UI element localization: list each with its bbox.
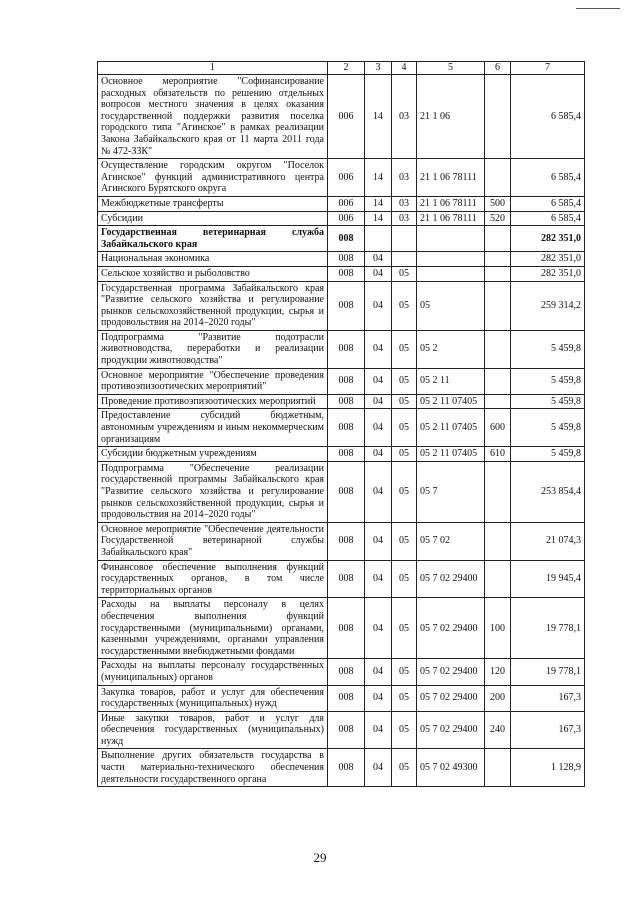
target-article-code: 21 1 06 xyxy=(417,75,485,159)
target-article-code: 05 2 xyxy=(417,330,485,368)
expense-type-code: 520 xyxy=(485,211,511,226)
amount: 19 778,1 xyxy=(511,598,585,659)
target-article-code: 05 7 02 xyxy=(417,522,485,560)
subsection-code: 03 xyxy=(392,75,417,159)
subsection-code: 05 xyxy=(392,461,417,522)
amount: 282 351,0 xyxy=(511,252,585,267)
section-code: 04 xyxy=(365,560,392,598)
table-row xyxy=(98,159,585,197)
section-code: 14 xyxy=(365,211,392,226)
section-code xyxy=(365,226,392,252)
table-row xyxy=(98,196,585,211)
section-code: 04 xyxy=(365,330,392,368)
subsection-code: 05 xyxy=(392,447,417,462)
ministry-code: 008 xyxy=(328,266,365,281)
table-row xyxy=(98,252,585,267)
section-code: 14 xyxy=(365,196,392,211)
expense-type-code xyxy=(485,281,511,330)
expense-type-code xyxy=(485,749,511,787)
section-code: 04 xyxy=(365,394,392,409)
target-article-code: 05 7 02 29400 xyxy=(417,711,485,749)
amount: 5 459,8 xyxy=(511,394,585,409)
target-article-code: 05 7 02 29400 xyxy=(417,659,485,685)
amount: 1 128,9 xyxy=(511,749,585,787)
subsection-code: 05 xyxy=(392,711,417,749)
target-article-code xyxy=(417,252,485,267)
amount: 6 585,4 xyxy=(511,211,585,226)
table-row xyxy=(98,685,585,711)
expense-type-code: 200 xyxy=(485,685,511,711)
target-article-code xyxy=(417,226,485,252)
subsection-code: 05 xyxy=(392,409,417,447)
row-name: Основное мероприятие "Обеспечение проведения противоэпизоотических мероприятий" xyxy=(98,368,328,394)
expense-type-code xyxy=(485,266,511,281)
expense-type-code xyxy=(485,461,511,522)
amount: 21 074,3 xyxy=(511,522,585,560)
subsection-code xyxy=(392,226,417,252)
target-article-code: 05 7 02 29400 xyxy=(417,598,485,659)
expense-type-code xyxy=(485,394,511,409)
row-name: Закупка товаров, работ и услуг для обеспечения государственных (муниципальных) нужд xyxy=(98,685,328,711)
row-name: Осуществление городским округом "Поселок Агинское" функций административного центра Агинского Бурятского округа xyxy=(98,159,328,197)
subsection-code: 05 xyxy=(392,330,417,368)
amount: 167,3 xyxy=(511,711,585,749)
target-article-code: 21 1 06 78111 xyxy=(417,211,485,226)
ministry-code: 006 xyxy=(328,196,365,211)
row-name: Основное мероприятие "Софинансирование расходных обязательств по решению отдельных вопросов местного значения в целях оказания государственной поддержки развития поселка городского типа "Агинское" в рамках реализации Закона Забайкальского края от 11 марта 2011 года № 472-ЗЗК" xyxy=(98,75,328,159)
subsection-code: 03 xyxy=(392,211,417,226)
ministry-code: 008 xyxy=(328,394,365,409)
expense-type-code: 100 xyxy=(485,598,511,659)
ministry-code: 008 xyxy=(328,226,365,252)
target-article-code: 05 7 02 29400 xyxy=(417,685,485,711)
table-row xyxy=(98,711,585,749)
table-row xyxy=(98,749,585,787)
section-code: 14 xyxy=(365,159,392,197)
ministry-code: 008 xyxy=(328,409,365,447)
subsection-code: 05 xyxy=(392,394,417,409)
expense-type-code: 600 xyxy=(485,409,511,447)
amount: 19 778,1 xyxy=(511,659,585,685)
amount: 6 585,4 xyxy=(511,196,585,211)
amount: 5 459,8 xyxy=(511,330,585,368)
expense-type-code xyxy=(485,330,511,368)
target-article-code: 05 xyxy=(417,281,485,330)
expense-type-code xyxy=(485,522,511,560)
table-row xyxy=(98,522,585,560)
section-code: 04 xyxy=(365,252,392,267)
expense-type-code: 120 xyxy=(485,659,511,685)
col-header-4: 4 xyxy=(392,62,417,75)
row-name: Расходы на выплаты персоналу в целях обеспечения выполнения функций государственными (муниципальными) органами, казенными учреждениями, органами управления государственными внебюджетными фондами xyxy=(98,598,328,659)
row-name: Сельское хозяйство и рыболовство xyxy=(98,266,328,281)
row-name: Расходы на выплаты персоналу государственных (муниципальных) органов xyxy=(98,659,328,685)
expense-type-code: 240 xyxy=(485,711,511,749)
ministry-code: 008 xyxy=(328,447,365,462)
table-row xyxy=(98,560,585,598)
target-article-code: 05 2 11 07405 xyxy=(417,394,485,409)
ministry-code: 008 xyxy=(328,659,365,685)
row-name: Основное мероприятие "Обеспечение деятельности Государственной ветеринарной службы Забайкальского края" xyxy=(98,522,328,560)
amount: 253 854,4 xyxy=(511,461,585,522)
section-code: 14 xyxy=(365,75,392,159)
row-name: Межбюджетные трансферты xyxy=(98,196,328,211)
row-name: Иные закупки товаров, работ и услуг для обеспечения государственных (муниципальных) нужд xyxy=(98,711,328,749)
target-article-code: 21 1 06 78111 xyxy=(417,159,485,197)
subsection-code: 05 xyxy=(392,659,417,685)
ministry-code: 008 xyxy=(328,368,365,394)
target-article-code: 05 2 11 07405 xyxy=(417,409,485,447)
table-row xyxy=(98,368,585,394)
table-row xyxy=(98,461,585,522)
subsection-code: 03 xyxy=(392,159,417,197)
row-name: Выполнение других обязательств государства в части материально-технического обеспечения деятельности государственного органа xyxy=(98,749,328,787)
row-name: Государственная программа Забайкальского края "Развитие сельского хозяйства и регулирование рынков сельскохозяйственной продукции, сырья и продовольствия на 2014–2020 годы" xyxy=(98,281,328,330)
ministry-code: 008 xyxy=(328,749,365,787)
table-row xyxy=(98,659,585,685)
amount: 167,3 xyxy=(511,685,585,711)
target-article-code: 05 7 xyxy=(417,461,485,522)
ministry-code: 008 xyxy=(328,598,365,659)
amount: 5 459,8 xyxy=(511,368,585,394)
ministry-code: 008 xyxy=(328,330,365,368)
table-body xyxy=(98,75,585,787)
page-number: 29 xyxy=(313,850,327,865)
subsection-code: 05 xyxy=(392,598,417,659)
target-article-code: 05 7 02 49300 xyxy=(417,749,485,787)
amount: 6 585,4 xyxy=(511,159,585,197)
ministry-code: 008 xyxy=(328,252,365,267)
amount: 282 351,0 xyxy=(511,266,585,281)
section-code: 04 xyxy=(365,598,392,659)
table-row xyxy=(98,598,585,659)
target-article-code: 05 2 11 07405 xyxy=(417,447,485,462)
ministry-code: 006 xyxy=(328,75,365,159)
amount: 282 351,0 xyxy=(511,226,585,252)
expense-type-code xyxy=(485,159,511,197)
section-code: 04 xyxy=(365,522,392,560)
col-header-7: 7 xyxy=(511,62,585,75)
expense-type-code xyxy=(485,252,511,267)
col-header-1: 1 xyxy=(98,62,328,75)
table-row xyxy=(98,281,585,330)
amount: 19 945,4 xyxy=(511,560,585,598)
table-row xyxy=(98,226,585,252)
expense-type-code: 610 xyxy=(485,447,511,462)
col-header-3: 3 xyxy=(365,62,392,75)
corner-rule xyxy=(576,8,620,9)
section-code: 04 xyxy=(365,659,392,685)
ministry-code: 008 xyxy=(328,522,365,560)
section-code: 04 xyxy=(365,266,392,281)
expense-type-code xyxy=(485,560,511,598)
section-code: 04 xyxy=(365,461,392,522)
ministry-code: 006 xyxy=(328,159,365,197)
row-name: Подпрограмма "Обеспечение реализации государственной программы Забайкальского края "Развитие сельского хозяйства и регулирование рынков сельскохозяйственной продукции, сырья и продовольствия на 2014–2020 годы" xyxy=(98,461,328,522)
target-article-code: 05 7 02 29400 xyxy=(417,560,485,598)
ministry-code: 008 xyxy=(328,461,365,522)
row-name: Финансовое обеспечение выполнения функций государственных органов, в том числе территориальных органов xyxy=(98,560,328,598)
subsection-code xyxy=(392,252,417,267)
table-row xyxy=(98,75,585,159)
amount: 6 585,4 xyxy=(511,75,585,159)
section-code: 04 xyxy=(365,368,392,394)
amount: 5 459,8 xyxy=(511,447,585,462)
subsection-code: 05 xyxy=(392,685,417,711)
ministry-code: 008 xyxy=(328,685,365,711)
ministry-code: 008 xyxy=(328,711,365,749)
section-code: 04 xyxy=(365,409,392,447)
amount: 259 314,2 xyxy=(511,281,585,330)
table-row xyxy=(98,447,585,462)
section-code: 04 xyxy=(365,281,392,330)
col-header-2: 2 xyxy=(328,62,365,75)
row-name: Субсидии бюджетным учреждениям xyxy=(98,447,328,462)
table-row xyxy=(98,330,585,368)
row-name: Предоставление субсидий бюджетным, автономным учреждениям и иным некоммерческим организациям xyxy=(98,409,328,447)
subsection-code: 05 xyxy=(392,281,417,330)
expense-type-code xyxy=(485,75,511,159)
row-name: Национальная экономика xyxy=(98,252,328,267)
expense-type-code: 500 xyxy=(485,196,511,211)
target-article-code xyxy=(417,266,485,281)
section-code: 04 xyxy=(365,447,392,462)
amount: 5 459,8 xyxy=(511,409,585,447)
expense-type-code xyxy=(485,368,511,394)
subsection-code: 05 xyxy=(392,266,417,281)
budget-table xyxy=(97,61,585,787)
table-row xyxy=(98,394,585,409)
expense-type-code xyxy=(485,226,511,252)
subsection-code: 05 xyxy=(392,560,417,598)
row-name: Субсидии xyxy=(98,211,328,226)
col-header-6: 6 xyxy=(485,62,511,75)
subsection-code: 05 xyxy=(392,368,417,394)
table-row xyxy=(98,409,585,447)
section-code: 04 xyxy=(365,711,392,749)
row-name: Государственная ветеринарная служба Забайкальского края xyxy=(98,226,328,252)
table-row xyxy=(98,266,585,281)
col-header-5: 5 xyxy=(417,62,485,75)
ministry-code: 006 xyxy=(328,211,365,226)
subsection-code: 05 xyxy=(392,522,417,560)
section-code: 04 xyxy=(365,685,392,711)
row-name: Проведение противоэпизоотических мероприятий xyxy=(98,394,328,409)
ministry-code: 008 xyxy=(328,560,365,598)
target-article-code: 21 1 06 78111 xyxy=(417,196,485,211)
ministry-code: 008 xyxy=(328,281,365,330)
table-row xyxy=(98,211,585,226)
target-article-code: 05 2 11 xyxy=(417,368,485,394)
subsection-code: 05 xyxy=(392,749,417,787)
row-name: Подпрограмма "Развитие подотрасли животноводства, переработки и реализации продукции животноводства" xyxy=(98,330,328,368)
section-code: 04 xyxy=(365,749,392,787)
header-row xyxy=(98,62,585,75)
subsection-code: 03 xyxy=(392,196,417,211)
